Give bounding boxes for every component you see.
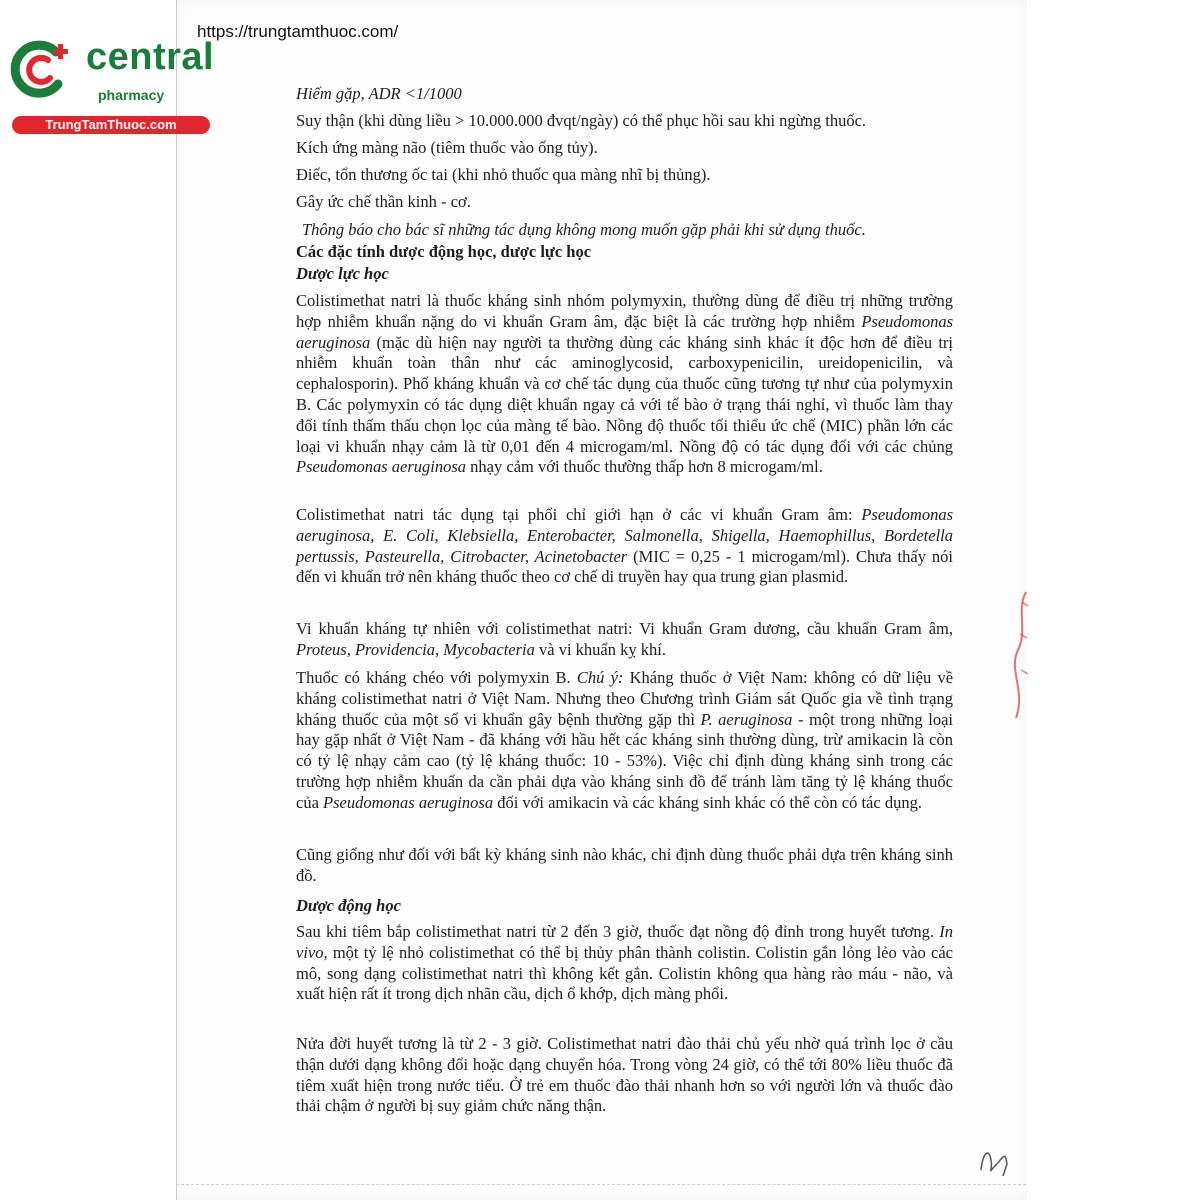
adr-rare-heading: Hiếm gặp, ADR <1/1000 — [296, 84, 462, 103]
adr-item: Suy thận (khi dùng liều > 10.000.000 đvqt/ngày) có thể phục hồi sau khi ngừng thuốc. — [296, 111, 867, 130]
left-margin — [0, 0, 176, 1200]
pharmacodynamics-paragraph-3: Vi khuẩn kháng tự nhiên với colistimethat natri: Vi khuẩn Gram dương, cầu khuẩn Gram âm, Proteus, Providencia, Mycobacteria và vi khuẩn kỵ khí. — [296, 619, 953, 659]
adr-item: Kích ứng màng não (tiêm thuốc vào ống tủy). — [296, 138, 598, 157]
logo-site-bar: TrungTamThuoc.com — [12, 116, 210, 134]
pharmacokinetics-heading: Dược động học — [296, 896, 401, 915]
section-title: Các đặc tính dược động học, dược lực học — [296, 242, 592, 261]
adr-item: Điếc, tổn thương ốc tai (khi nhỏ thuốc qua màng nhĩ bị thủng). — [296, 165, 711, 184]
pharmacodynamics-paragraph-2: Colistimethat natri tác dụng tại phổi chỉ giới hạn ở các vi khuẩn Gram âm: Pseudomonas aeruginosa, E. Coli, Klebsiella, Enterobacter, Salmonella, Shigella, Haemophillus, Bordetella pertussis, Pasteurella, Citrobacter, Acinetobacter (MIC = 0,25 - 1 microgam/ml). Chưa thấy nói đến vi khuẩn trở nên kháng thuốc theo cơ chế di truyền hay qua trung gian plasmid. — [296, 505, 953, 587]
pharmacokinetics-paragraph-1: Sau khi tiêm bắp colistimethat natri từ 2 đến 3 giờ, thuốc đạt nồng độ đỉnh trong huyết tương. In vivo, một tỷ lệ nhỏ colistimethat có thể bị thủy phân thành colistin. Colistin gắn lỏng lẻo vào các mô, song dạng colistimethat natri thì không kết gắn. Colistin không qua hàng rào máu - não, và xuất hiện rất ít trong dịch nhãn cầu, dịch ổ khớp, dịch màng phổi. — [296, 922, 953, 1004]
page-bottom-edge — [176, 1184, 1026, 1185]
red-stamp-mark — [1012, 590, 1030, 720]
right-margin — [1027, 0, 1200, 1200]
central-pharmacy-logo — [10, 36, 225, 136]
pharmacodynamics-paragraph-4: Thuốc có kháng chéo với polymyxin B. Chú ý: Kháng thuốc ở Việt Nam: không có dữ liệu về kháng colistimethat natri ở Việt Nam. Nhưng theo Chương trình Giám sát Quốc gia về tình trạng kháng thuốc của một số vi khuẩn gây bệnh thường gặp thì P. aeruginosa - một trong những loại hay gặp nhất ở Việt Nam - đã kháng với hầu hết các kháng sinh thường dùng, trừ amikacin là còn có tỷ lệ nhạy cảm cao (tỷ lệ kháng thuốc: 10 - 53%). Việc chỉ định dùng kháng sinh trong các trường hợp nhiễm khuẩn da cần phải dựa vào kháng sinh đồ để tránh làm tăng tỷ lệ kháng thuốc của Pseudomonas aeruginosa đối với amikacin và các kháng sinh khác có thể còn có tác dụng. — [296, 668, 954, 812]
pharmacodynamics-heading: Dược lực học — [296, 264, 389, 283]
pharmacokinetics-paragraph-2: Nửa đời huyết tương là từ 2 - 3 giờ. Colistimethat natri đào thải chủ yếu nhờ quá trình lọc ở cầu thận dưới dạng không đổi hoặc dạng chuyển hóa. Trong vòng 24 giờ, có thể tới 80% liều thuốc đã tiêm xuất hiện trong nước tiểu. Ở trẻ em thuốc đào thải nhanh hơn so với người lớn và thuốc đào thải chậm ở người bị suy giảm chức năng thận. — [296, 1034, 953, 1116]
logo-subtitle: pharmacy — [98, 87, 165, 103]
source-url: https://trungtamthuoc.com/ — [197, 22, 399, 41]
pharmacodynamics-paragraph-5: Cũng giống như đối với bất kỳ kháng sinh nào khác, chỉ định dùng thuốc phải dựa trên kháng sinh đồ. — [296, 845, 953, 885]
pharmacy-cross-c-icon — [10, 38, 72, 100]
logo-brand: central — [86, 36, 215, 78]
handwritten-initial — [975, 1140, 1015, 1180]
adr-notice: Thông báo cho bác sĩ những tác dụng không mong muốn gặp phải khi sử dụng thuốc. — [302, 220, 866, 239]
pharmacodynamics-paragraph-1: Colistimethat natri là thuốc kháng sinh nhóm polymyxin, thường dùng để điều trị những trường hợp nhiễm khuẩn nặng do vi khuẩn Gram âm, đặc biệt là các trường hợp nhiễm Pseudomonas aeruginosa (mặc dù hiện nay người ta thường dùng các kháng sinh khác ít độc hơn để điều trị nhiễm khuẩn toàn thân như các aminoglycosid, carboxypenicilin, ureidopenicilin, và cephalosporin). Phổ kháng khuẩn và cơ chế tác dụng của thuốc cũng tương tự như của polymyxin B. Các polymyxin có tác dụng diệt khuẩn ngay cả với tế bào ở trạng thái nghỉ, vì thuốc làm thay đổi tính thấm thấu chọn lọc của màng tế bào. Nồng độ thuốc tối thiểu ức chế (MIC) phần lớn các loại vi khuẩn nhạy cảm là từ 0,01 đến 4 microgam/ml. Nồng độ có tác dụng đối với các chủng Pseudomonas aeruginosa nhạy cảm với thuốc thường thấp hơn 8 microgam/ml. — [296, 291, 953, 477]
adr-item: Gây ức chế thần kinh - cơ. — [296, 192, 471, 211]
